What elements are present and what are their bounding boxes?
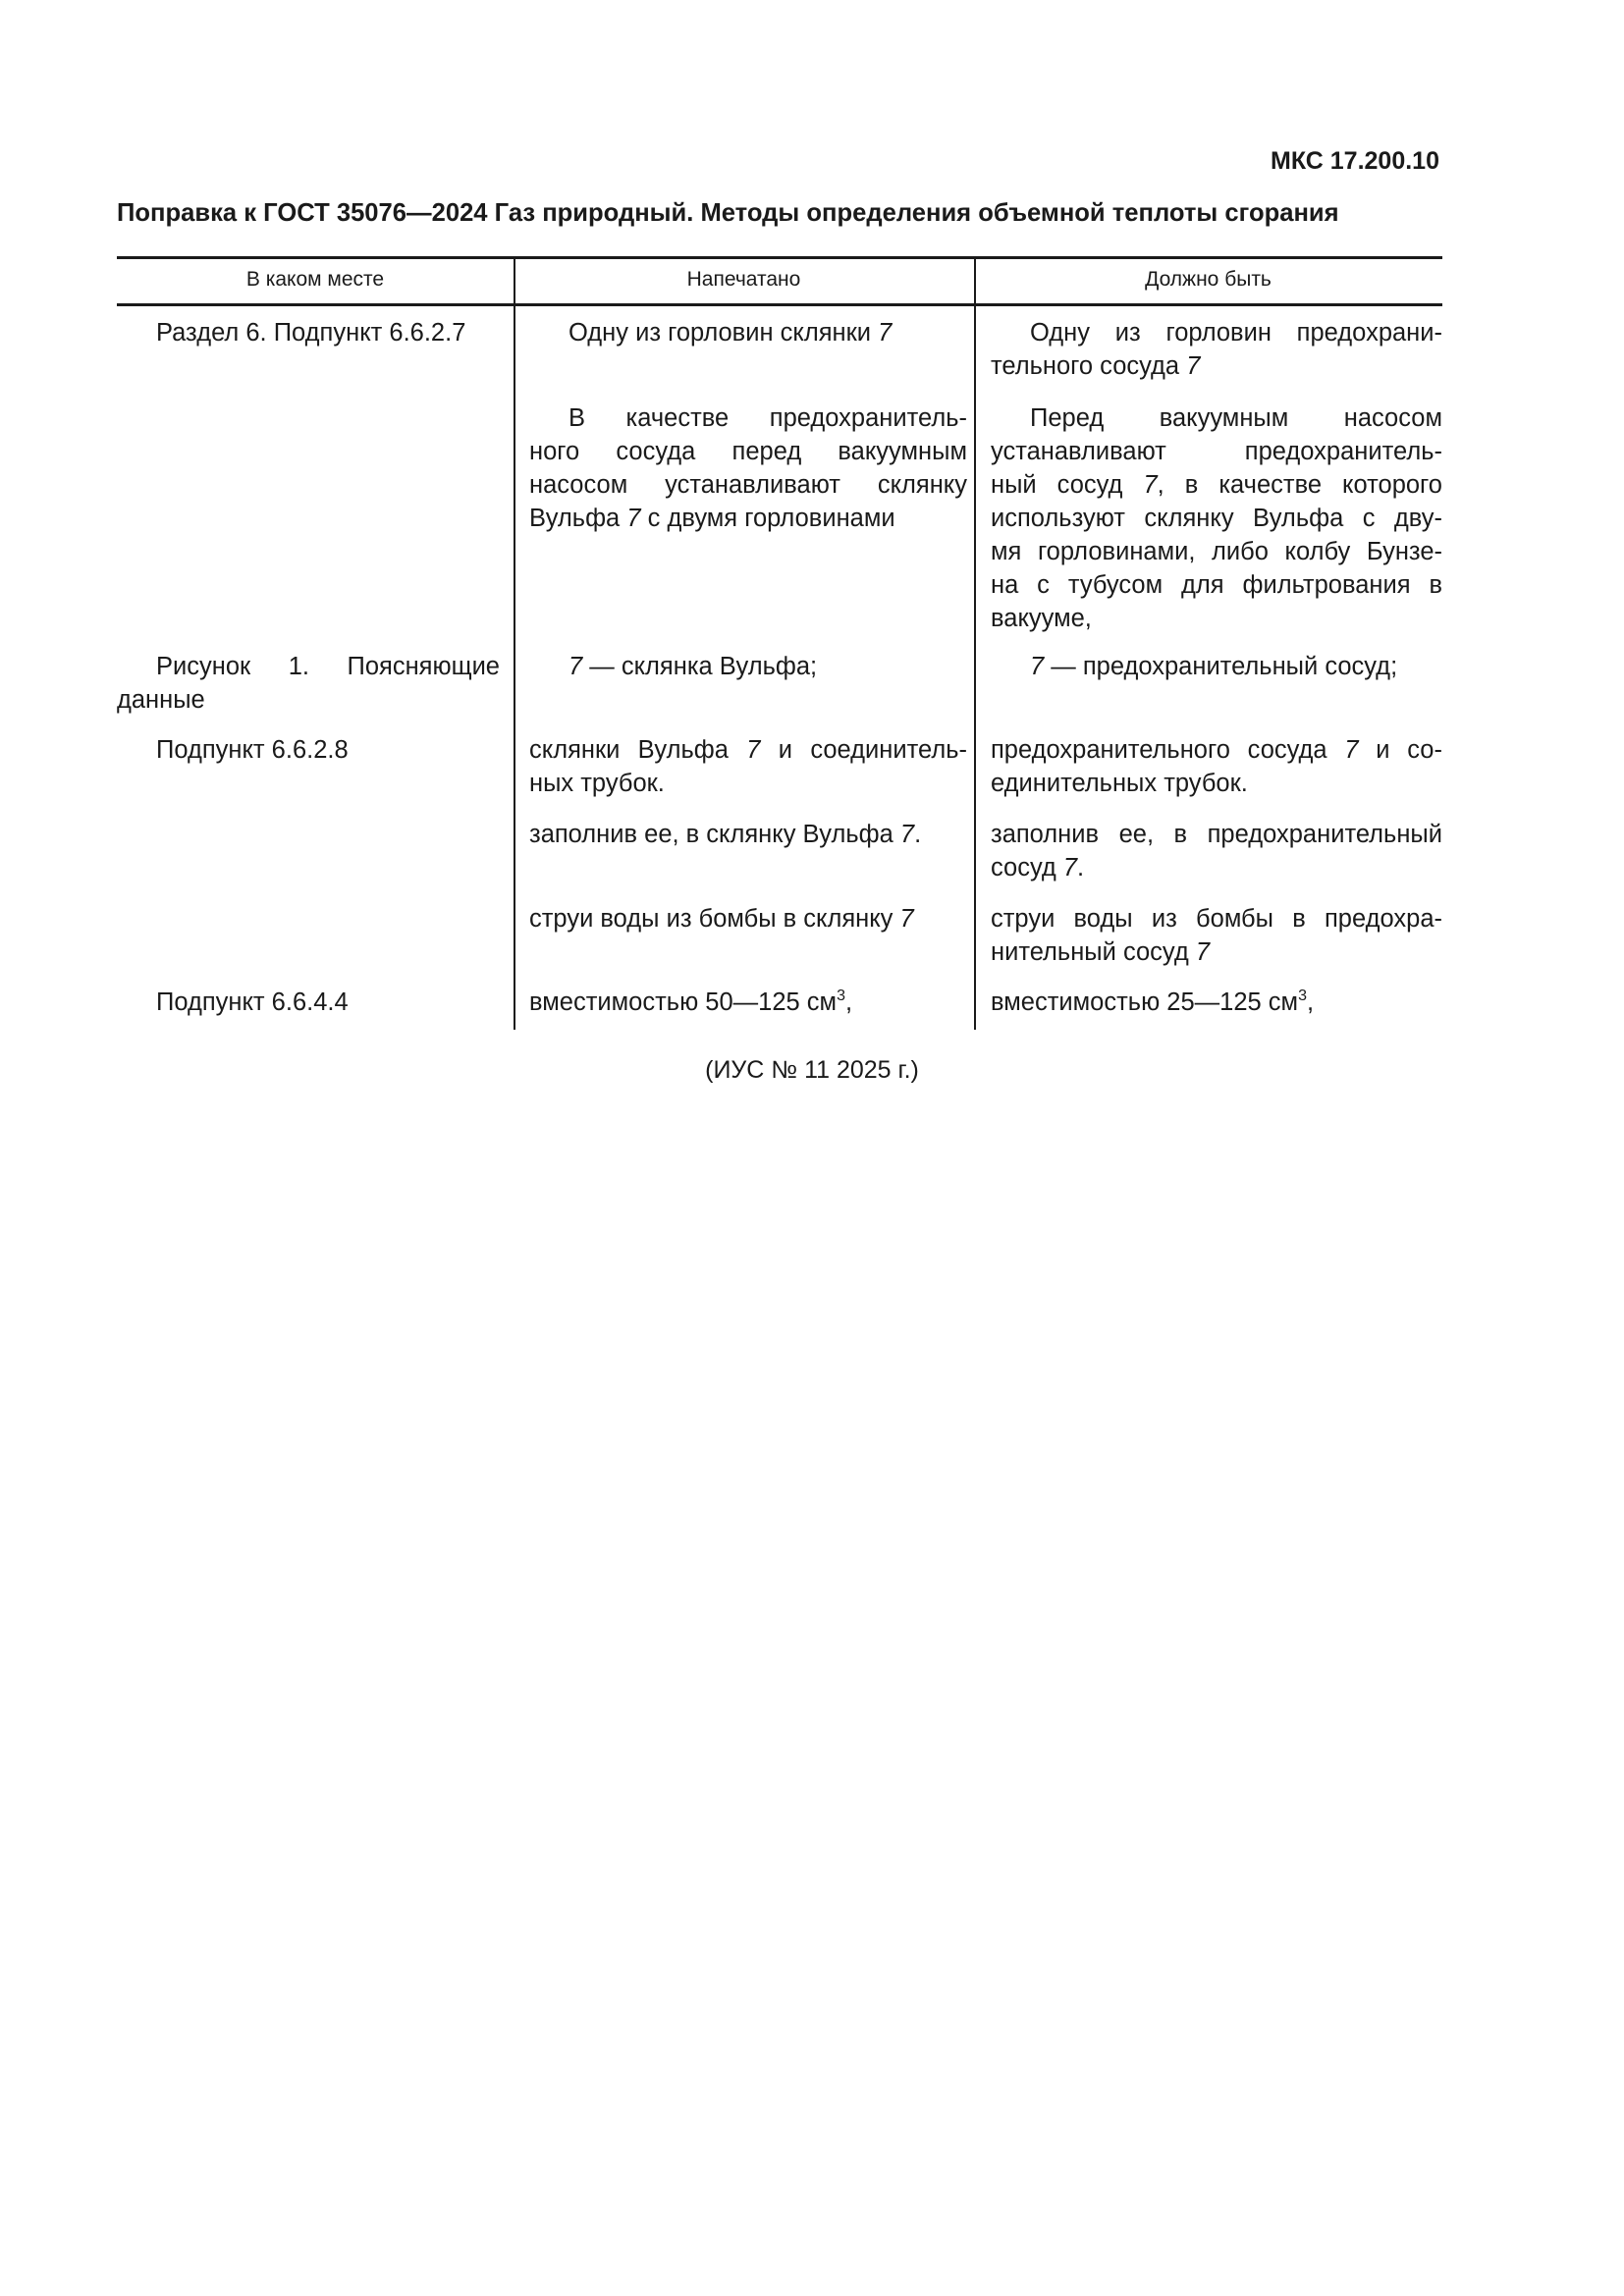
- text-line: В качестве предохранитель-: [568, 404, 967, 432]
- row-1-place: Раздел 6. Подпункт 6.6.2.7: [156, 319, 466, 347]
- text-line: вакууме,: [991, 605, 1092, 632]
- item-number: 7: [899, 821, 915, 848]
- column-header-printed: Напечатано: [686, 268, 801, 291]
- row-7-should: [991, 986, 1442, 1019]
- text-line: заполнив ее, в предохранительный: [991, 821, 1442, 848]
- text-line: тельного сосуда 7: [991, 352, 1201, 380]
- text-line: струи воды из бомбы в предохра-: [991, 905, 1442, 933]
- item-number: 7: [1195, 938, 1210, 966]
- item-number: 7: [899, 905, 914, 933]
- row-1-printed: Одну из горловин склянки 7: [568, 319, 893, 347]
- row-6-printed: струи воды из бомбы в склянку 7: [529, 905, 914, 933]
- header-bottom-rule: [117, 303, 1442, 306]
- text-line: Вульфа 7 с двумя горловинами: [529, 505, 895, 532]
- text-line: ный сосуд 7, в качестве которого: [991, 471, 1442, 499]
- text-line: нительный сосуд 7: [991, 938, 1210, 966]
- row-2-printed: [529, 401, 967, 535]
- corrected-capacity: вместимостью 25—125 см: [991, 988, 1299, 1016]
- row-7-place: Подпункт 6.6.4.4: [156, 988, 349, 1016]
- row-3-printed: 7 — склянка Вульфа;: [568, 653, 818, 680]
- row-7-printed: [529, 986, 967, 1019]
- item-number: 7: [1186, 352, 1201, 380]
- text-line: данные: [117, 686, 205, 714]
- column-header-should: Должно быть: [1145, 268, 1272, 291]
- item-number: 7: [1030, 653, 1045, 680]
- row-2-should: [991, 401, 1442, 635]
- item-number: 7: [1143, 471, 1158, 499]
- text-line: Рисунок 1. Поясняющие: [156, 653, 500, 680]
- row-3-place: [117, 650, 500, 717]
- row-3-should: 7 — предохранительный сосуд;: [1030, 653, 1398, 680]
- item-number: 7: [1344, 736, 1359, 764]
- item-number: 7: [568, 653, 583, 680]
- printed-capacity: вместимостью 50—125 см: [529, 988, 838, 1016]
- superscript: 3: [837, 988, 845, 1004]
- column-divider-1: [514, 256, 515, 1030]
- text-line: мя горловинами, либо колбу Бунзе-: [991, 538, 1442, 565]
- text-line: ного сосуда перед вакуумным: [529, 438, 967, 465]
- text-line: единительных трубок.: [991, 770, 1248, 797]
- row-4-printed: [529, 733, 967, 800]
- item-number: 7: [626, 505, 641, 532]
- item-number: 7: [1062, 854, 1078, 881]
- item-number: 7: [746, 736, 761, 764]
- text-line: сосуд 7.: [991, 854, 1085, 881]
- text-line: на с тубусом для фильтрования в: [991, 571, 1442, 599]
- column-header-place: В каком месте: [245, 268, 385, 291]
- row-4-place: Подпункт 6.6.2.8: [156, 736, 349, 764]
- row-5-should: [991, 818, 1442, 884]
- text-line: Перед вакуумным насосом: [1030, 404, 1442, 432]
- column-divider-2: [974, 256, 976, 1030]
- row-4-should: [991, 733, 1442, 800]
- punctuation: ,: [1306, 988, 1315, 1016]
- text-line: насосом устанавливают склянку: [529, 471, 967, 499]
- ius-reference: (ИУС № 11 2025 г.): [705, 1056, 919, 1084]
- text-line: используют склянку Вульфа с дву-: [991, 505, 1442, 532]
- item-number: 7: [878, 319, 893, 347]
- text-line: устанавливают предохранитель-: [991, 438, 1442, 465]
- document-title: Поправка к ГОСТ 35076—2024 Газ природный. Методы определения объемной теплоты сгорания: [117, 199, 1339, 227]
- superscript: 3: [1298, 988, 1307, 1004]
- mks-code: МКС 17.200.10: [1271, 147, 1439, 175]
- punctuation: ,: [844, 988, 853, 1016]
- row-5-printed: заполнив ее, в склянку Вульфа 7.: [529, 821, 922, 848]
- text-line: склянки Вульфа 7 и соединитель-: [529, 736, 967, 764]
- row-6-should: [991, 902, 1442, 969]
- text-line: ных трубок.: [529, 770, 665, 797]
- text-line: предохранительного сосуда 7 и со-: [991, 736, 1442, 764]
- row-1-should: [991, 316, 1442, 383]
- text-line: Одну из горловин предохрани-: [1030, 319, 1442, 347]
